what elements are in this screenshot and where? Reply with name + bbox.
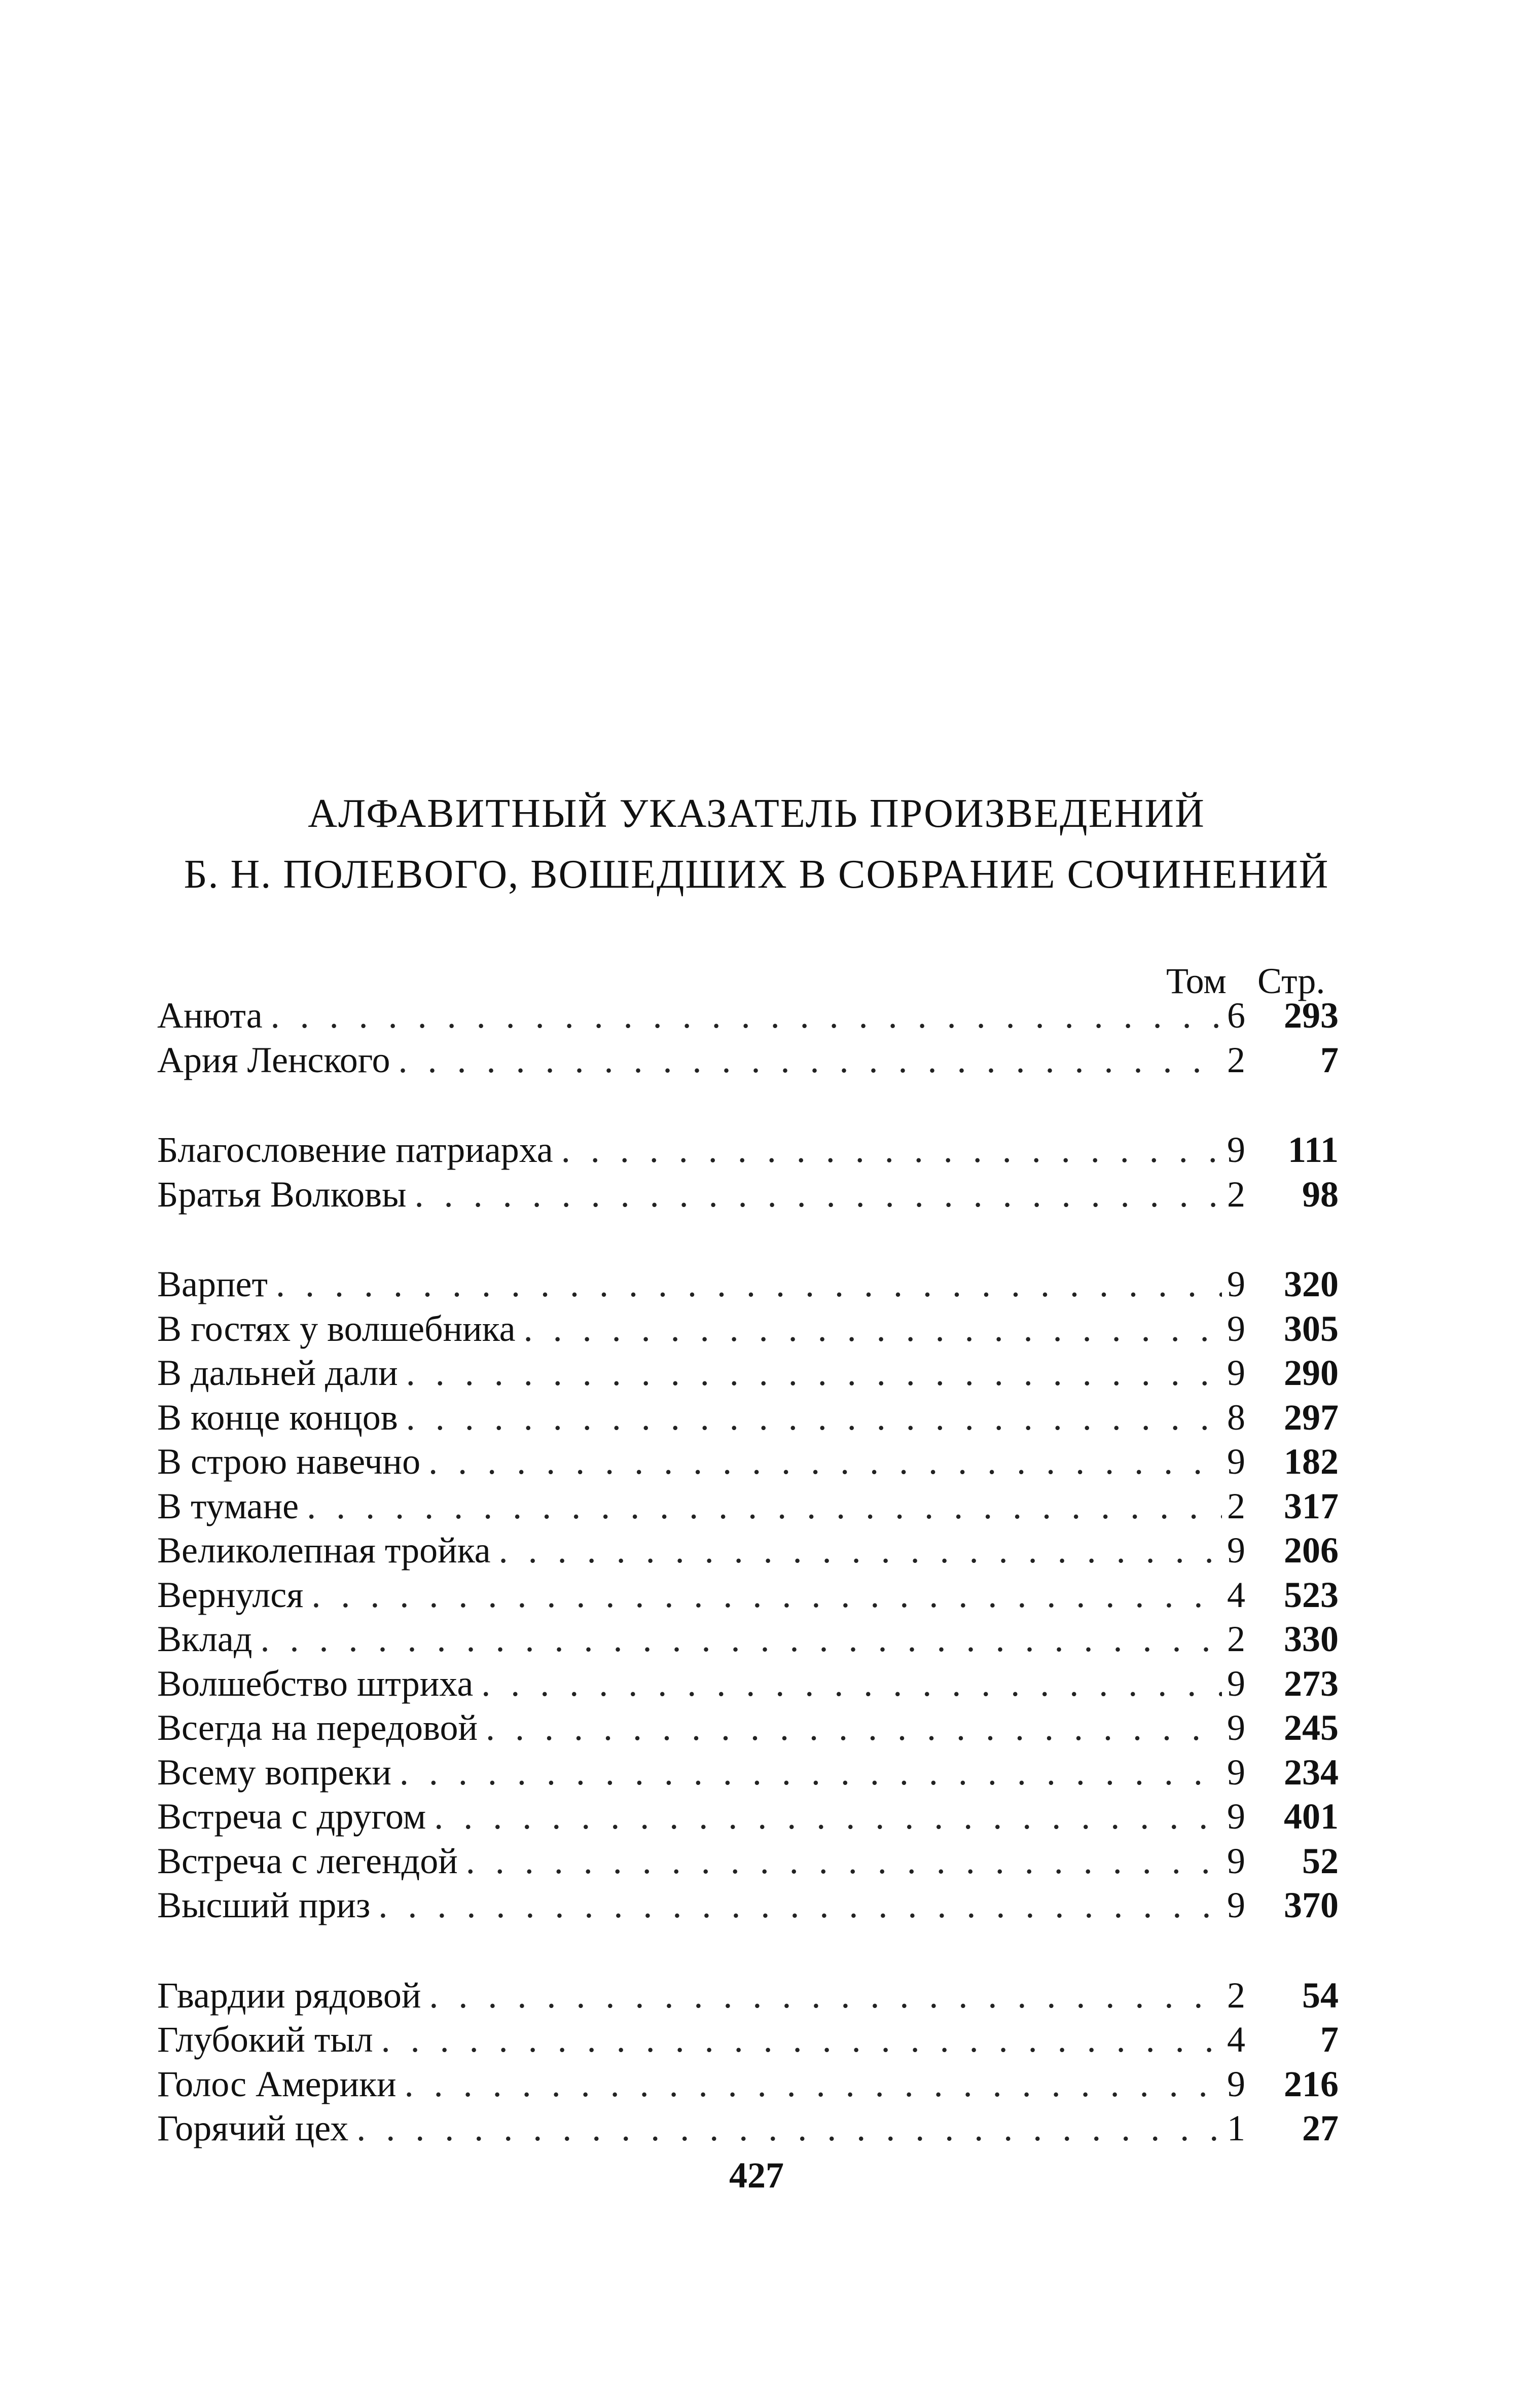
index-group [157, 1974, 1339, 2151]
dot-leader [406, 1351, 1222, 1396]
entry-volume: 2 [1227, 1975, 1245, 2016]
dot-leader [428, 1440, 1222, 1484]
dot-leader [406, 1396, 1222, 1440]
index-entry [157, 2062, 1339, 2107]
entry-title: Всему вопреки [157, 1752, 391, 1793]
entry-volume: 4 [1227, 1574, 1245, 1615]
entry-page: 330 [1284, 1619, 1339, 1659]
index-entry [157, 1795, 1339, 1839]
page-number: 427 [729, 2155, 784, 2196]
entry-title: Ария Ленского [157, 1039, 390, 1080]
entry-page: 297 [1284, 1397, 1339, 1438]
entry-volume: 9 [1227, 1264, 1245, 1304]
entry-page: 7 [1320, 1039, 1339, 1080]
entry-title: Варпет [157, 1264, 268, 1304]
entry-volume: 4 [1227, 2019, 1245, 2060]
index-entry [157, 1662, 1339, 1706]
entry-page: 27 [1302, 2108, 1339, 2148]
index-entry [157, 1440, 1339, 1484]
dot-leader [261, 1617, 1222, 1662]
entry-volume: 9 [1227, 1796, 1245, 1837]
dot-leader [276, 1262, 1222, 1307]
index-heading [0, 783, 1513, 905]
index-entry [157, 1351, 1339, 1396]
entry-title: Встреча с другом [157, 1796, 426, 1837]
entry-title: Глубокий тыл [157, 2019, 373, 2060]
dot-leader [415, 1173, 1222, 1217]
dot-leader [311, 1573, 1222, 1618]
entry-title: Всегда на передовой [157, 1707, 478, 1748]
entry-volume: 2 [1227, 1485, 1245, 1526]
index-entry [157, 1573, 1339, 1618]
dot-leader [400, 1750, 1222, 1795]
entry-page: 317 [1284, 1485, 1339, 1526]
entry-page: 293 [1284, 995, 1339, 1036]
entry-volume: 9 [1227, 1707, 1245, 1748]
index-group [157, 994, 1339, 1082]
entry-page: 290 [1284, 1353, 1339, 1393]
volume-column-header: Том [1166, 961, 1227, 1001]
entry-page: 182 [1284, 1441, 1339, 1482]
entry-volume: 2 [1227, 1174, 1245, 1215]
index-entry [157, 1307, 1339, 1352]
entry-title: Высший приз [157, 1885, 371, 1925]
dot-leader [307, 1484, 1222, 1529]
entry-title: Великолепная тройка [157, 1530, 491, 1571]
dot-leader [405, 2062, 1222, 2107]
entry-page: 401 [1284, 1796, 1339, 1837]
entry-page: 216 [1284, 2063, 1339, 2104]
entry-page: 305 [1284, 1308, 1339, 1349]
entry-title: Анюта [157, 995, 263, 1036]
entry-title: Вернулся [157, 1574, 304, 1615]
entry-page: 320 [1284, 1264, 1339, 1304]
dot-leader [499, 1528, 1222, 1573]
dot-leader [524, 1307, 1222, 1352]
dot-leader [434, 1795, 1222, 1839]
dot-leader [481, 1662, 1222, 1706]
index-entry [157, 1839, 1339, 1884]
entry-title: В гостях у волшебника [157, 1308, 516, 1349]
entry-page: 206 [1284, 1530, 1339, 1571]
index-entry [157, 1128, 1339, 1173]
index-entry [157, 1750, 1339, 1795]
dot-leader [561, 1128, 1222, 1173]
index-entry [157, 1262, 1339, 1307]
index-entry [157, 1883, 1339, 1928]
index-entry [157, 1038, 1339, 1083]
entry-title: В конце концов [157, 1397, 398, 1438]
dot-leader [381, 2018, 1222, 2062]
entry-volume: 8 [1227, 1397, 1245, 1438]
entry-page: 370 [1284, 1885, 1339, 1925]
index-entry [157, 1528, 1339, 1573]
index-entry [157, 1173, 1339, 1217]
entry-volume: 1 [1227, 2108, 1245, 2148]
index-entry [157, 2018, 1339, 2062]
entry-page: 54 [1302, 1975, 1339, 2016]
index-entry [157, 1396, 1339, 1440]
entry-title: Встреча с легендой [157, 1840, 458, 1881]
heading-line-2: Б. Н. ПОЛЕВОГО, ВОШЕДШИХ В СОБРАНИЕ СОЧИНЕНИЙ [184, 852, 1329, 897]
dot-leader [356, 2106, 1222, 2151]
entry-title: Вклад [157, 1619, 253, 1659]
index-list [157, 994, 1339, 2197]
entry-title: Братья Волковы [157, 1174, 407, 1215]
entry-title: Горячий цех [157, 2108, 349, 2148]
entry-title: Гвардии рядовой [157, 1975, 421, 2016]
entry-volume: 9 [1227, 1530, 1245, 1571]
entry-title: Волшебство штриха [157, 1663, 474, 1704]
entry-volume: 9 [1227, 1663, 1245, 1704]
index-entry [157, 2106, 1339, 2151]
dot-leader [466, 1839, 1222, 1884]
index-entry [157, 1617, 1339, 1662]
entry-volume: 2 [1227, 1039, 1245, 1080]
index-entry [157, 994, 1339, 1038]
entry-volume: 9 [1227, 1840, 1245, 1881]
entry-volume: 9 [1227, 1129, 1245, 1170]
index-entry [157, 1706, 1339, 1750]
index-group [157, 1128, 1339, 1217]
entry-volume: 9 [1227, 2063, 1245, 2104]
entry-title: В строю навечно [157, 1441, 421, 1482]
entry-volume: 9 [1227, 1885, 1245, 1925]
dot-leader [399, 1038, 1222, 1083]
entry-page: 234 [1284, 1752, 1339, 1793]
index-entry [157, 1484, 1339, 1529]
entry-page: 111 [1287, 1129, 1339, 1170]
entry-title: В тумане [157, 1485, 299, 1526]
entry-title: Благословение патриарха [157, 1129, 553, 1170]
entry-volume: 9 [1227, 1353, 1245, 1393]
entry-page: 52 [1302, 1840, 1339, 1881]
entry-title: Голос Америки [157, 2063, 397, 2104]
entry-page: 273 [1284, 1663, 1339, 1704]
dot-leader [429, 1974, 1222, 2018]
entry-page: 245 [1284, 1707, 1339, 1748]
heading-line-1: АЛФАВИТНЫЙ УКАЗАТЕЛЬ ПРОИЗВЕДЕНИЙ [308, 791, 1205, 836]
entry-volume: 9 [1227, 1752, 1245, 1793]
entry-volume: 6 [1227, 995, 1245, 1036]
page-column-header: Стр. [1257, 961, 1325, 1001]
entry-volume: 9 [1227, 1308, 1245, 1349]
dot-leader [378, 1883, 1222, 1928]
index-entry [157, 1974, 1339, 2018]
entry-page: 98 [1302, 1174, 1339, 1215]
entry-title: В дальней дали [157, 1353, 398, 1393]
index-group [157, 1262, 1339, 1928]
entry-page: 7 [1320, 2019, 1339, 2060]
entry-volume: 2 [1227, 1619, 1245, 1659]
dot-leader [486, 1706, 1222, 1750]
entry-volume: 9 [1227, 1441, 1245, 1482]
dot-leader [271, 994, 1222, 1038]
entry-page: 523 [1284, 1574, 1339, 1615]
